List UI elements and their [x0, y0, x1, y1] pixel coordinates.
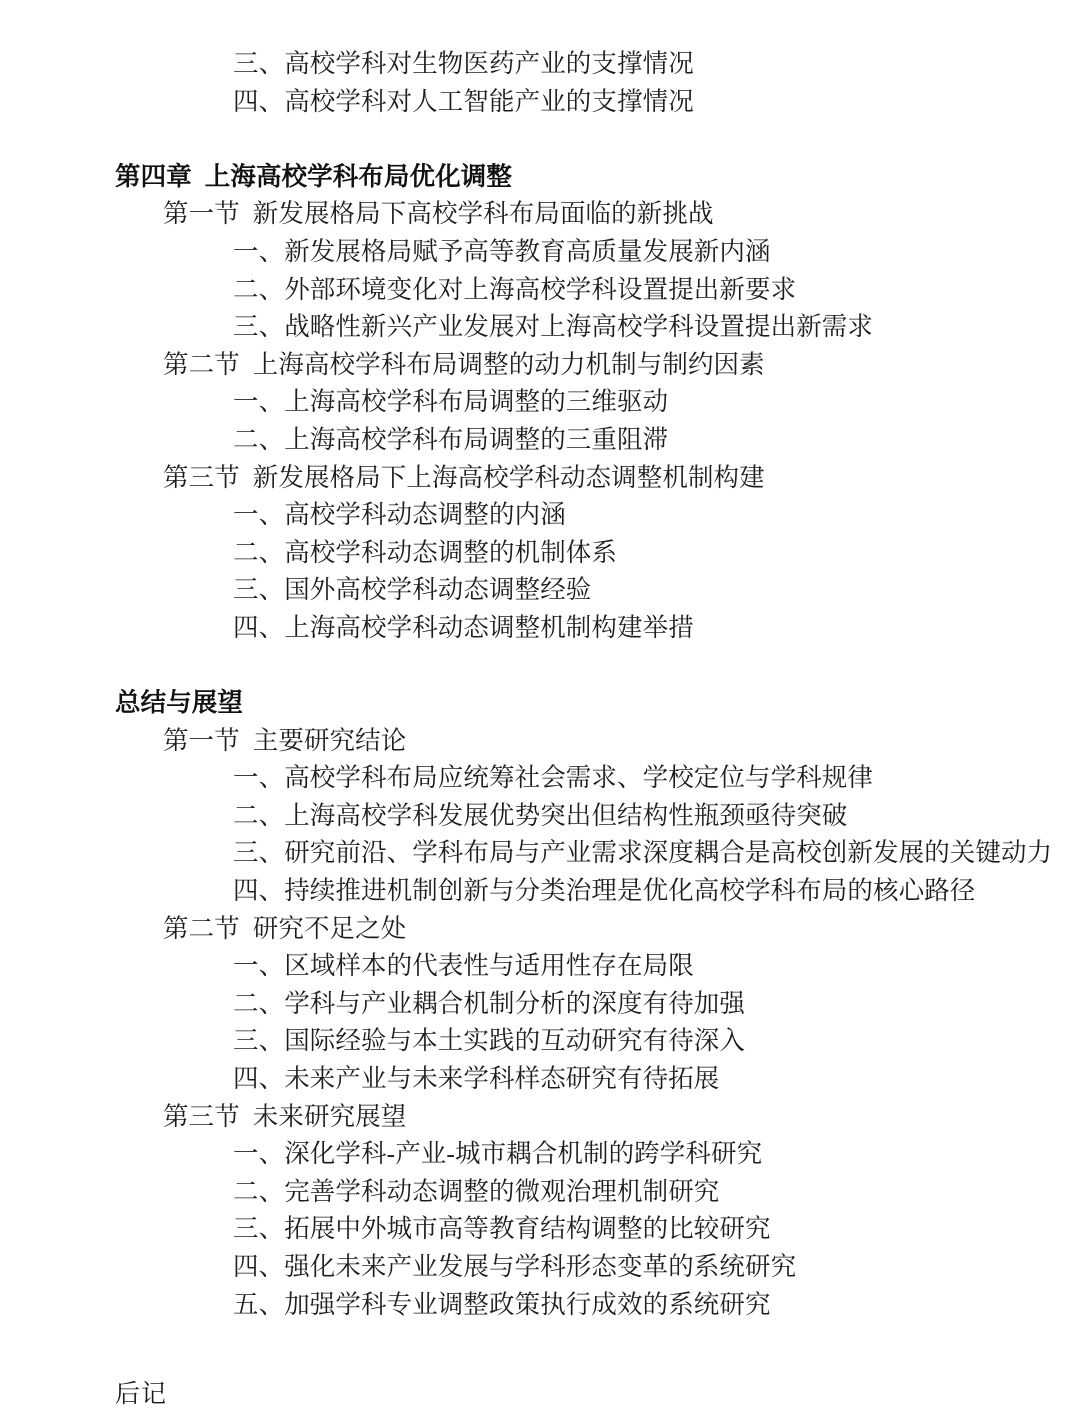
- toc-item[interactable]: 三、国际经验与本土实践的互动研究有待深入: [233, 1026, 746, 1056]
- toc-section-title[interactable]: 第三节 未来研究展望: [163, 1101, 407, 1131]
- section-gap: [0, 120, 1080, 158]
- afterword-gap: [0, 1323, 1080, 1375]
- toc-item[interactable]: 三、研究前沿、学科布局与产业需求深度耦合是高校创新发展的关键动力: [233, 838, 1053, 868]
- toc-item[interactable]: 二、高校学科动态调整的机制体系: [233, 537, 618, 567]
- toc-item[interactable]: 四、上海高校学科动态调整机制构建举措: [233, 612, 694, 642]
- toc-item[interactable]: 二、学科与产业耦合机制分析的深度有待加强: [233, 988, 746, 1018]
- toc-item[interactable]: 四、强化未来产业发展与学科形态变革的系统研究: [233, 1252, 797, 1281]
- toc-item[interactable]: 三、战略性新兴产业发展对上海高校学科设置提出新需求: [233, 312, 874, 342]
- toc-section-title[interactable]: 第二节 上海高校学科布局调整的动力机制与制约因素: [163, 349, 765, 379]
- toc-item[interactable]: 一、新发展格局赋予高等教育高质量发展新内涵: [233, 236, 771, 266]
- part-heading-conclusion[interactable]: 总结与展望: [115, 688, 244, 718]
- toc-section-title[interactable]: 第一节 主要研究结论: [163, 725, 407, 755]
- toc-item[interactable]: 一、深化学科-产业-城市耦合机制的跨学科研究: [233, 1139, 763, 1169]
- toc-item[interactable]: 一、区域样本的代表性与适用性存在局限: [233, 951, 694, 981]
- toc-item[interactable]: 四、持续推进机制创新与分类治理是优化高校学科布局的核心路径: [233, 876, 976, 906]
- toc-item[interactable]: 一、高校学科动态调整的内涵: [233, 500, 566, 530]
- toc-section-title[interactable]: 第一节 新发展格局下高校学科布局面临的新挑战: [163, 199, 714, 229]
- top-margin-spacer: [0, 0, 1080, 45]
- toc-item[interactable]: 二、外部环境变化对上海高校学科设置提出新要求: [233, 274, 797, 304]
- toc-item[interactable]: 二、上海高校学科发展优势突出但结构性瓶颈亟待突破: [233, 800, 848, 830]
- toc-section-title[interactable]: 第三节 新发展格局下上海高校学科动态调整机制构建: [163, 462, 765, 492]
- toc-item[interactable]: 三、拓展中外城市高等教育结构调整的比较研究: [233, 1214, 771, 1244]
- afterword-heading[interactable]: 后记: [115, 1379, 168, 1409]
- toc-item[interactable]: 四、未来产业与未来学科样态研究有待拓展: [233, 1064, 720, 1094]
- toc-item[interactable]: 三、国外高校学科动态调整经验: [233, 575, 592, 605]
- toc-item[interactable]: 一、上海高校学科布局调整的三维驱动: [233, 387, 669, 417]
- chapter-heading[interactable]: 第四章 上海高校学科布局优化调整: [115, 161, 512, 191]
- toc-section-title[interactable]: 第二节 研究不足之处: [163, 913, 407, 943]
- toc-item[interactable]: 一、高校学科布局应统筹社会需求、学校定位与学科规律: [233, 763, 874, 793]
- toc-item[interactable]: 二、完善学科动态调整的微观治理机制研究: [233, 1176, 720, 1206]
- toc-item[interactable]: 五、加强学科专业调整政策执行成效的系统研究: [233, 1289, 771, 1319]
- toc-item[interactable]: 二、上海高校学科布局调整的三重阻滞: [233, 424, 669, 454]
- toc-item[interactable]: 三、高校学科对生物医药产业的支撑情况: [233, 49, 694, 78]
- section-gap: [0, 647, 1080, 685]
- toc-item[interactable]: 四、高校学科对人工智能产业的支撑情况: [233, 86, 694, 116]
